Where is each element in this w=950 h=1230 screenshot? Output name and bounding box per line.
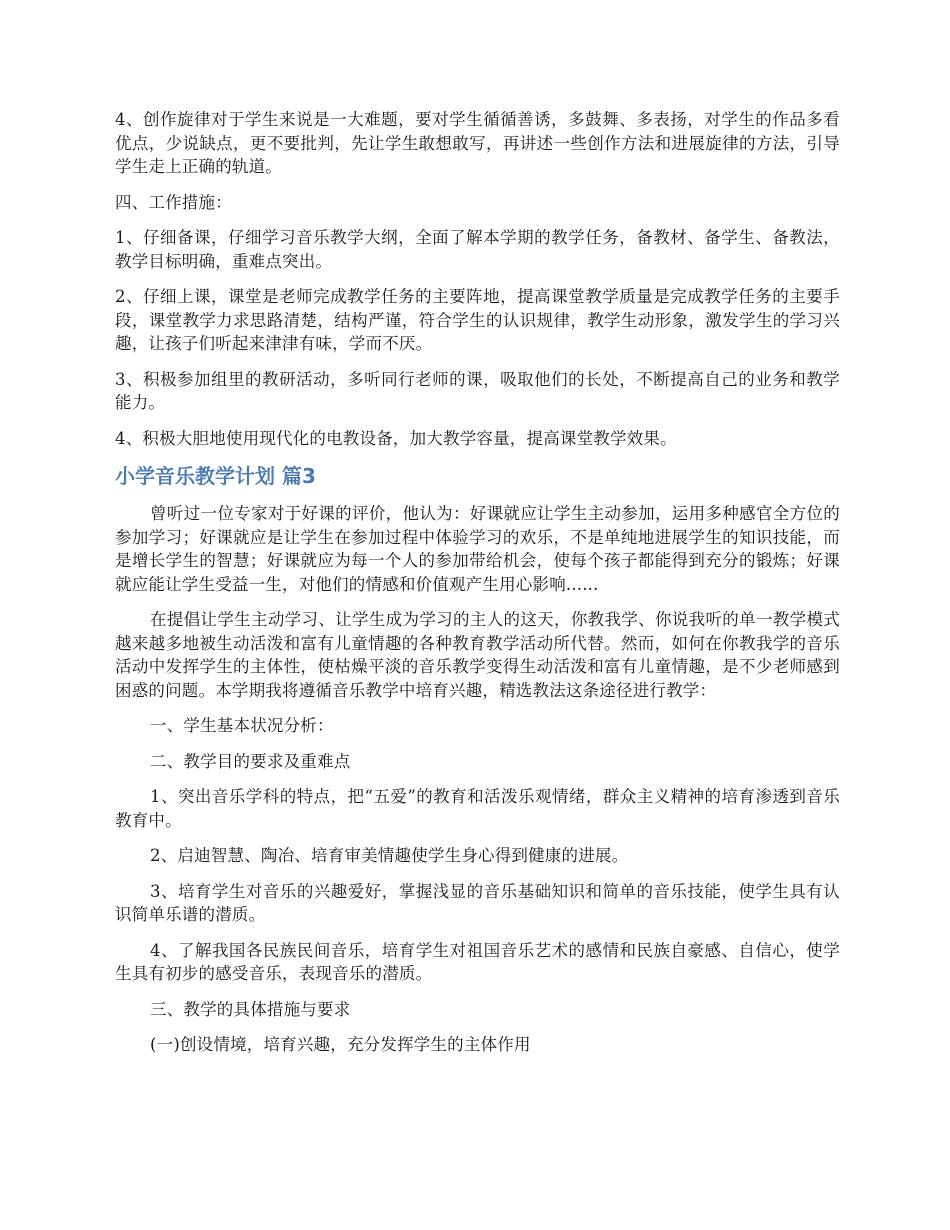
paragraph-teaching-mode: 在提倡让学生主动学习、让学生成为学习的主人的这天，你教我学、你说我听的单一教学模式越来越多地被生动活泼和富有儿童情趣的各种教育教学活动所代替。然而，如何在你教我学的音乐活动中发挥学生的主体性，使枯燥平淡的音乐教学变得生动活泼和富有儿童情趣，是不少老师感到困惑的问题。本学期我将遵循音乐教学中培育兴趣，精选教法这条途径进行教学： [115,610,840,700]
paragraph-attend-class: 2、仔细上课，课堂是老师完成教学任务的主要阵地，提高课堂教学质量是完成教学任务的主要手段，课堂教学力求思路清楚，结构严谨，符合学生的认识规律，教学生动形象，激发学生的学习兴趣，让孩子们听起来津津有味，学而不厌。 [115,287,840,353]
paragraph-student-analysis: 一、学生基本状况分析： [150,716,334,735]
paragraph-create-situation: (一)创设情境，培育兴趣，充分发挥学生的主体作用 [150,1035,531,1054]
paragraph-goal-4: 4、了解我国各民族民间音乐，培育学生对祖国音乐艺术的感情和民族自豪感、自信心，使学生具有初步的感受音乐，表现音乐的潜质。 [115,940,840,983]
paragraph-electronic-equipment: 4、积极大胆地使用现代化的电教设备，加大教学容量，提高课堂教学效果。 [115,428,677,448]
paragraph-goal-1: 1、突出音乐学科的特点，把“五爱”的教育和活泼乐观情绪，群众主义精神的培育渗透到音乐教育中。 [115,787,840,830]
paragraph-teaching-goals: 二、教学目的要求及重难点 [150,751,351,771]
paragraph-work-measures-heading: 四、工作措施： [115,192,232,212]
paragraph-goal-3: 3、培育学生对音乐的兴趣爱好，掌握浅显的音乐基础知识和简单的音乐技能，使学生具有认识简单乐谱的潜质。 [115,881,840,924]
paragraph-teaching-measures: 三、教学的具体措施与要求 [150,999,351,1019]
paragraph-goal-2: 2、启迪智慧、陶冶、培育审美情趣使学生身心得到健康的进展。 [150,846,629,865]
document-page [115,108,840,1069]
paragraph-expert-opinion: 曾听过一位专家对于好课的评价，他认为：好课就应让学生主动参加，运用多种感官全方位的参加学习；好课就应是让学生在参加过程中体验学习的欢乐，不是单纯地进展学生的知识技能，而是增长学生的智慧；好课就应为每一个人的参加带给机会，使每个孩子都能得到充分的锻炼；好课就应能让学生受益一生，对他们的情感和价值观产生用心影响...... [115,504,840,594]
section-title: 小学音乐教学计划 篇3 [115,464,316,488]
paragraph-creation-melody: 4、创作旋律对于学生来说是一大难题，要对学生循循善诱，多鼓舞、多表扬，对学生的作品多看优点，少说缺点，更不要批判，先让学生敢想敢写，再讲述一些创作方法和进展旋律的方法，引导学生走上正确的轨道。 [115,110,840,176]
paragraph-prepare-lessons: 1、仔细备课，仔细学习音乐教学大纲，全面了解本学期的教学任务，备教材、备学生、备教法，教学目标明确，重难点突出。 [115,228,840,271]
paragraph-research-activities: 3、积极参加组里的教研活动，多听同行老师的课，吸取他们的长处，不断提高自己的业务和教学能力。 [115,369,840,412]
